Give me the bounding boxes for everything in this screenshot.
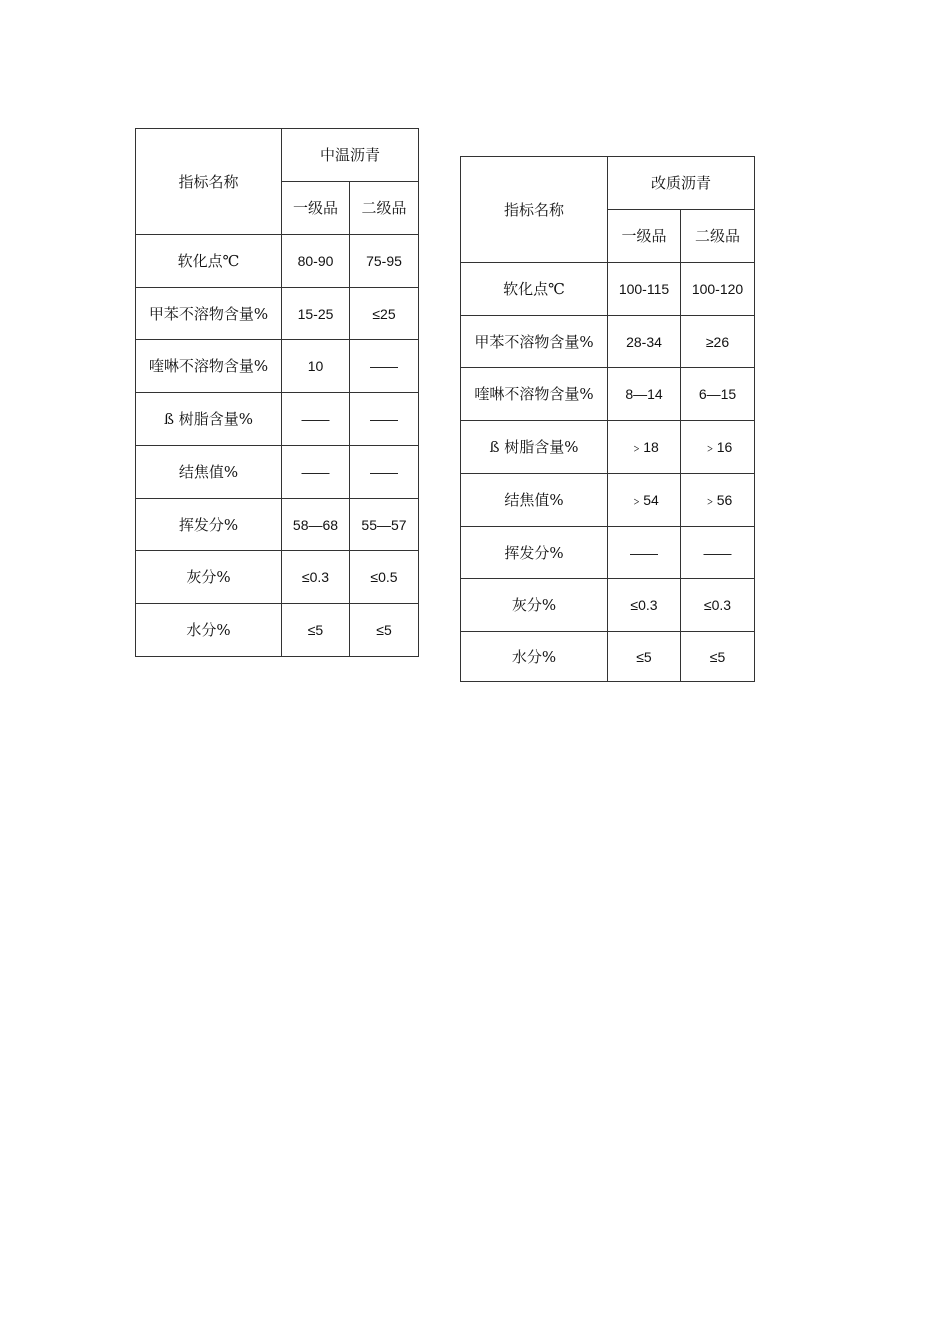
value-second: —— (350, 340, 419, 393)
row-name: 挥发分% (136, 499, 282, 551)
row-name: 挥发分% (461, 527, 608, 579)
value-second: 75-95 (350, 235, 419, 288)
value-first: 28-34 (608, 316, 681, 368)
value-second: ≤0.5 (350, 551, 419, 604)
value-second: ≤0.3 (681, 579, 755, 632)
table-row (461, 368, 755, 421)
row-name: 结焦值% (461, 474, 608, 527)
value-second: ﹥16 (681, 421, 755, 474)
row-name: 软化点℃ (461, 263, 608, 316)
value-second: ﹥56 (681, 474, 755, 527)
table-row (461, 263, 755, 316)
value-first: ≤5 (282, 604, 350, 657)
table-row (461, 316, 755, 368)
value-second: ≥26 (681, 316, 755, 368)
grade-header-second: 二级品 (350, 182, 419, 235)
value-second: 100-120 (681, 263, 755, 316)
table-row (136, 340, 419, 393)
value-first: ≤5 (608, 632, 681, 682)
table-row (136, 446, 419, 499)
row-name: 灰分% (461, 579, 608, 632)
value-first: ≤0.3 (608, 579, 681, 632)
value-first: ﹥18 (608, 421, 681, 474)
table-row (461, 474, 755, 527)
group-title: 改质沥青 (608, 157, 755, 210)
row-name: ß 树脂含量% (136, 393, 282, 446)
grade-header-first: 一级品 (608, 210, 681, 263)
row-name: 水分% (136, 604, 282, 657)
table-row (461, 527, 755, 579)
row-name: 水分% (461, 632, 608, 682)
row-name: ß 树脂含量% (461, 421, 608, 474)
row-name: 灰分% (136, 551, 282, 604)
value-second: ≤25 (350, 288, 419, 340)
table-row (136, 288, 419, 340)
modified-pitch-table (460, 156, 755, 682)
row-name: 喹啉不溶物含量% (136, 340, 282, 393)
value-first: 15-25 (282, 288, 350, 340)
table-row (461, 579, 755, 632)
value-first: ≤0.3 (282, 551, 350, 604)
value-second: 6—15 (681, 368, 755, 421)
row-name: 软化点℃ (136, 235, 282, 288)
grade-header-second: 二级品 (681, 210, 755, 263)
table-row (461, 421, 755, 474)
value-first: —— (608, 527, 681, 579)
value-second: 55—57 (350, 499, 419, 551)
table-row (136, 551, 419, 604)
table-row (136, 604, 419, 657)
value-second: —— (350, 393, 419, 446)
group-title: 中温沥青 (282, 129, 419, 182)
value-second: ≤5 (681, 632, 755, 682)
value-first: 8—14 (608, 368, 681, 421)
value-first: 80-90 (282, 235, 350, 288)
grade-header-first: 一级品 (282, 182, 350, 235)
value-first: 10 (282, 340, 350, 393)
row-name: 甲苯不溶物含量% (136, 288, 282, 340)
name-header: 指标名称 (461, 157, 608, 263)
value-first: 100-115 (608, 263, 681, 316)
table-row (136, 235, 419, 288)
value-first: 58—68 (282, 499, 350, 551)
medium-temp-pitch-table (135, 128, 419, 657)
table-row (461, 632, 755, 682)
value-first: —— (282, 446, 350, 499)
value-first: ﹥54 (608, 474, 681, 527)
table-row (136, 499, 419, 551)
value-second: —— (350, 446, 419, 499)
row-name: 结焦值% (136, 446, 282, 499)
name-header: 指标名称 (136, 129, 282, 235)
value-second: ≤5 (350, 604, 419, 657)
value-first: —— (282, 393, 350, 446)
row-name: 甲苯不溶物含量% (461, 316, 608, 368)
table-row (136, 393, 419, 446)
value-second: —— (681, 527, 755, 579)
row-name: 喹啉不溶物含量% (461, 368, 608, 421)
